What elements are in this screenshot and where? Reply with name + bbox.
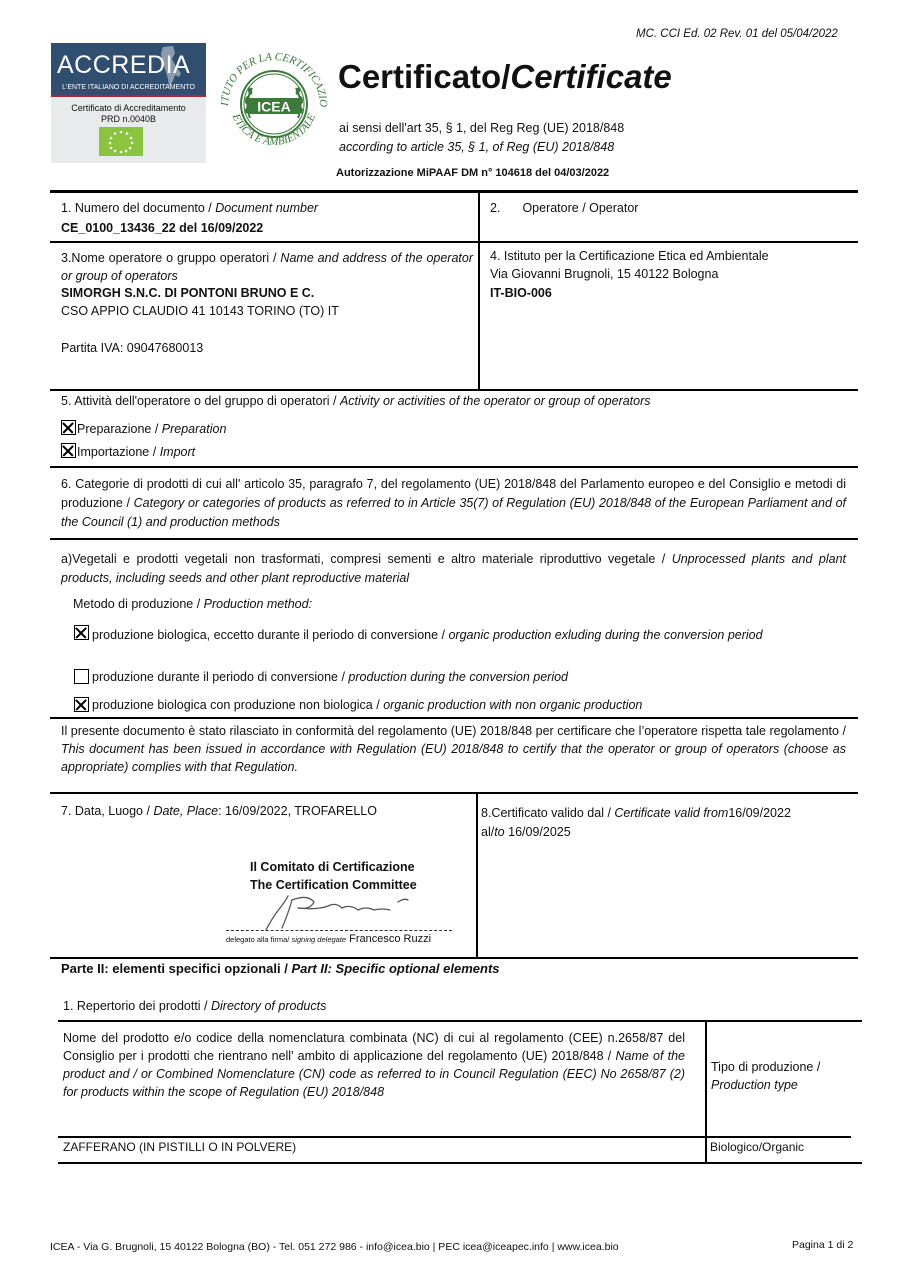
accredia-logo xyxy=(51,43,206,163)
certificate-subtitle-it: ai sensi dell'art 35, § 1, del Reg Reg (UE) 2018/848 xyxy=(339,121,625,135)
rule-after-s1 xyxy=(50,241,858,243)
accredia-cert-line2: PRD n.0040B xyxy=(100,114,157,124)
method-conversion-checkbox[interactable] xyxy=(74,669,89,684)
operator-name-label: 3.Nome operatore o gruppo operatori / Name and address of the operator or group of operators xyxy=(61,251,473,283)
icea-seal-ring-bottom: ETICA E AMBIENTALE xyxy=(229,112,319,148)
method-organic-checkbox-wrap xyxy=(74,625,90,641)
operator-address: CSO APPIO CLAUDIO 41 10143 TORINO (TO) IT xyxy=(61,304,339,318)
divider-s1-s2 xyxy=(478,192,480,390)
product-name-cell: ZAFFERANO (IN PISTILLI O IN POLVERE) xyxy=(63,1140,297,1154)
eu-organic-leaf-icon xyxy=(99,127,143,156)
accredia-brand: ACCREDIA xyxy=(57,51,191,79)
rule-after-s6 xyxy=(50,538,858,540)
rule-after-s5 xyxy=(50,466,858,468)
activity-preparation: Preparazione / Preparation xyxy=(61,420,226,436)
operator-vat: Partita IVA: 09047680013 xyxy=(61,341,204,355)
production-type-cell: Biologico/Organic xyxy=(710,1140,805,1154)
signature-line xyxy=(226,930,452,931)
method-mixed-checkbox-wrap xyxy=(74,697,90,713)
form-reference: MC. CCI Ed. 02 Rev. 01 del 05/04/2022 xyxy=(636,28,838,40)
date-place: 7. Data, Luogo / Date, Place: 16/09/2022, TROFARELLO xyxy=(61,804,377,818)
icea-seal-logo xyxy=(210,40,338,166)
category-a: a)Vegetali e prodotti vegetali non trasformati, compresi sementi e altro materiale riproduttivo vegetale / Unprocessed plants and plant products, including seeds and other plant reproductive material xyxy=(61,552,846,585)
cert-body-address: Via Giovanni Brugnoli, 15 40122 Bologna xyxy=(490,267,719,281)
authorization-line: Autorizzazione MiPAAF DM n° 104618 del 04/03/2022 xyxy=(336,167,610,179)
rule-after-s3 xyxy=(50,389,858,391)
table-col-divider xyxy=(705,1021,707,1163)
operator-heading: 2. Operatore / Operator xyxy=(490,201,639,215)
accredia-cert-line1: Certificato di Accreditamento xyxy=(71,103,186,113)
validity: 8.Certificato valido dal / Certificate valid from16/09/2022 al/to 16/09/2025 xyxy=(481,806,791,839)
operator-name: SIMORGH S.N.C. DI PONTONI BRUNO E C. xyxy=(61,286,315,300)
method-organic-checkbox[interactable] xyxy=(74,625,89,640)
footer-contact: ICEA - Via G. Brugnoli, 15 40122 Bologna (BO) - Tel. 051 272 986 - info@icea.bio | PEC icea@iceapec.info | www.icea.bio xyxy=(50,1241,619,1253)
committee-en: The Certification Committee xyxy=(250,878,417,892)
activity-heading: 5. Attività dell'operatore o del gruppo di operatori / Activity or activities of the operator or group of operators xyxy=(61,394,651,408)
table-header-product: Nome del prodotto e/o codice della nomenclatura combinata (NC) di cui al regolamento (CEE) n.2658/87 del Consiglio per i prodotti che rientrano nell' ambito di applicazione del regolamento (UE) 2018/848 / Name of the product and / or Combined Nomenclature (CN) code as referred to in Council Regulation (EEC) No 2658/87 (2) for products within the scope of Regulation (EU) 2018/848 xyxy=(63,1031,686,1099)
accredia-tagline: L'ENTE ITALIANO DI ACCREDITAMENTO xyxy=(62,84,195,91)
signing-delegate: delegato alla firma/ signing delegate Francesco Ruzzi xyxy=(226,933,432,945)
directory-heading: 1. Repertorio dei prodotti / Directory of products xyxy=(63,999,327,1013)
part2-title: Parte II: elementi specifici opzionali / Part II: Specific optional elements xyxy=(61,961,500,976)
rule-before-s7 xyxy=(50,792,858,794)
method-mixed: produzione biologica con produzione non biologica / organic production with non organic production xyxy=(92,698,643,712)
doc-number-label: 1. Numero del documento / Document number xyxy=(61,201,319,215)
method-mixed-checkbox[interactable] xyxy=(74,697,89,712)
import-checkbox[interactable] xyxy=(61,443,76,458)
method-conversion: produzione durante il periodo di conversione / production during the conversion period xyxy=(92,670,569,684)
conformity-statement: Il presente documento è stato rilasciato in conformità del regolamento (UE) 2018/848 per certificare che l’operatore rispetta tale regolamento / This document has been issued in accordance with Regulation (EU) 2018/848 to certify that the operator or group of operators (choose as appropriate) complies with that Regulation. xyxy=(61,724,846,774)
activity-import: Importazione / Import xyxy=(61,443,195,459)
table-header-rule xyxy=(58,1136,851,1138)
method-conversion-checkbox-wrap xyxy=(74,669,90,685)
divider-s7-s8 xyxy=(476,794,478,958)
cert-body-code: IT-BIO-006 xyxy=(490,286,552,300)
method-organic: produzione biologica, eccetto durante il periodo di conversione / organic production exluding during the conversion period xyxy=(92,628,763,642)
table-header-type: Tipo di produzione / Production type xyxy=(711,1060,821,1092)
rule-before-conformity xyxy=(50,717,858,719)
signature xyxy=(258,888,428,934)
certificate-title: Certificato/Certificate xyxy=(338,58,672,95)
icea-seal-ring-top: ITUTO PER LA CERTIFICAZIO xyxy=(218,50,330,108)
table-top-rule xyxy=(58,1020,862,1022)
preparation-checkbox[interactable] xyxy=(61,420,76,435)
icea-seal-center-text: ICEA xyxy=(257,98,291,115)
doc-number-value: CE_0100_13436_22 del 16/09/2022 xyxy=(61,221,264,235)
committee-it: Il Comitato di Certificazione xyxy=(250,860,415,874)
header-rule xyxy=(50,190,858,193)
rule-before-part2 xyxy=(50,957,858,959)
production-method-label: Metodo di produzione / Production method: xyxy=(73,597,313,611)
page-number: Pagina 1 di 2 xyxy=(792,1239,854,1251)
table-bottom-rule xyxy=(58,1162,862,1164)
certificate-subtitle-en: according to article 35, § 1, of Reg (EU) 2018/848 xyxy=(339,140,615,154)
categories-heading: 6. Categorie di prodotti di cui all' articolo 35, paragrafo 7, del regolamento (UE) 2018/848 del Parlamento europeo e del Consiglio e metodi di produzione / Category or categories of products as referred to in Article 35(7) of Regulation (EU) 2018/848 of the European Parliament and of the Council (1) and production methods xyxy=(61,477,846,529)
cert-body-name: 4. Istituto per la Certificazione Etica ed Ambientale xyxy=(490,249,769,263)
